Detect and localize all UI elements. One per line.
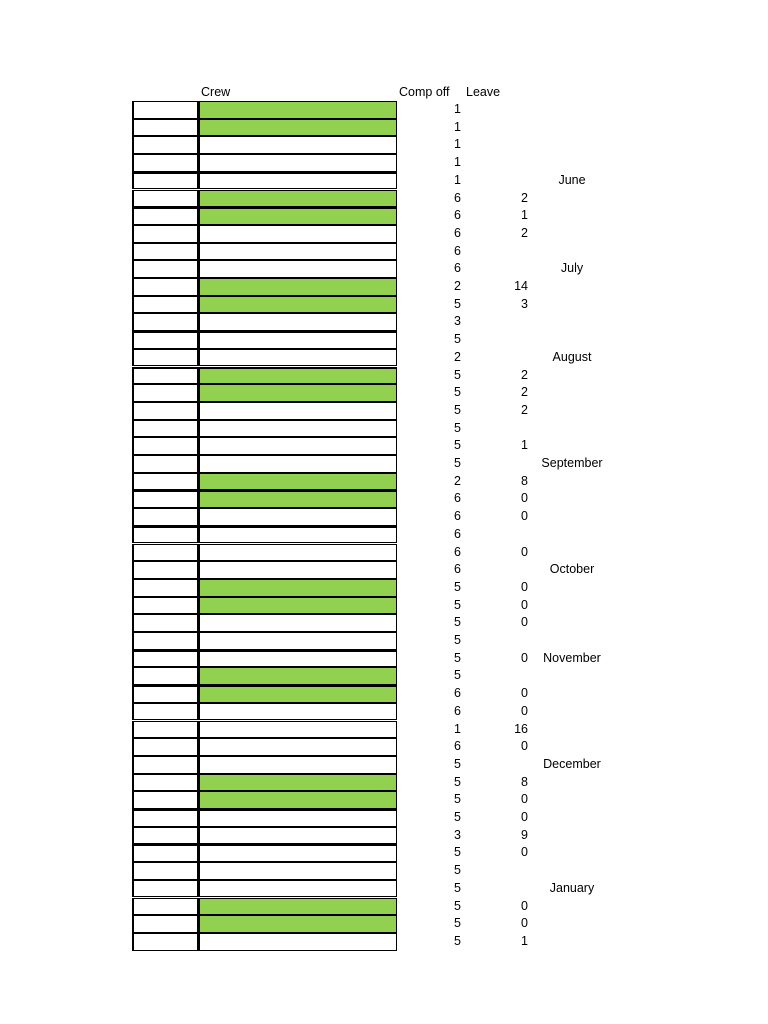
table-row	[0, 508, 768, 526]
id-cell[interactable]	[132, 738, 198, 756]
month-label	[530, 862, 614, 880]
leave-value	[490, 667, 528, 685]
table-row	[0, 455, 768, 473]
month-label	[530, 898, 614, 916]
table-row	[0, 614, 768, 632]
comp-off-value: 5	[454, 792, 461, 807]
id-cell[interactable]	[132, 119, 198, 137]
id-cell[interactable]	[132, 243, 198, 261]
crew-cell[interactable]	[198, 508, 397, 526]
crew-cell[interactable]	[198, 455, 397, 473]
leave-header: Leave	[466, 85, 501, 99]
leave-value	[490, 756, 528, 774]
leave-value	[490, 313, 528, 331]
table-row	[0, 791, 768, 809]
table-row	[0, 119, 768, 137]
leave-value: 9	[521, 827, 528, 842]
id-cell[interactable]	[132, 915, 198, 933]
crew-cell[interactable]	[198, 207, 397, 225]
crew-cell[interactable]	[198, 225, 397, 243]
month-label: December	[543, 756, 601, 771]
crew-cell[interactable]	[198, 650, 397, 668]
crew-cell[interactable]	[198, 154, 397, 172]
id-cell[interactable]	[132, 384, 198, 402]
crew-cell[interactable]	[198, 667, 397, 685]
leave-value: 2	[521, 402, 528, 417]
table-row	[0, 544, 768, 562]
comp-off-value: 5	[454, 332, 461, 347]
id-cell[interactable]	[132, 827, 198, 845]
comp-off-value: 6	[454, 491, 461, 506]
table-row	[0, 667, 768, 685]
crew-cell[interactable]	[198, 101, 397, 119]
table-row	[0, 898, 768, 916]
id-cell[interactable]	[132, 349, 198, 367]
comp-off-value: 6	[454, 208, 461, 223]
month-label	[530, 119, 614, 137]
month-label	[530, 827, 614, 845]
leave-value: 0	[521, 916, 528, 931]
comp-off-value: 6	[454, 703, 461, 718]
month-label	[530, 490, 614, 508]
leave-value	[490, 136, 528, 154]
comp-off-value: 6	[454, 544, 461, 559]
month-label: November	[543, 650, 601, 665]
id-cell[interactable]	[132, 437, 198, 455]
comp-off-value: 5	[454, 810, 461, 824]
leave-value	[490, 862, 528, 880]
comp-off-value: 6	[454, 190, 461, 205]
table-row	[0, 349, 768, 367]
comp-off-value: 5	[454, 756, 461, 771]
table-row	[0, 685, 768, 703]
table-row	[0, 172, 768, 190]
month-label: January	[549, 880, 595, 895]
comp-off-value: 5	[454, 898, 461, 913]
month-label	[530, 296, 614, 314]
table-row	[0, 844, 768, 862]
id-cell[interactable]	[132, 420, 198, 438]
table-row	[0, 136, 768, 154]
leave-value: 0	[521, 544, 528, 559]
leave-value	[490, 119, 528, 137]
id-cell[interactable]	[132, 756, 198, 774]
comp-off-value: 6	[454, 526, 461, 541]
id-cell[interactable]	[132, 933, 198, 951]
comp-off-value: 5	[454, 597, 461, 612]
comp-off-value: 5	[454, 774, 461, 789]
month-label	[530, 437, 614, 455]
comp-off-value: 3	[454, 314, 461, 329]
comp-off-value: 2	[454, 349, 461, 364]
comp-off-value: 5	[454, 916, 461, 931]
crew-cell[interactable]	[198, 119, 397, 137]
table-row	[0, 331, 768, 349]
comp-off-value: 6	[454, 261, 461, 276]
leave-value: 0	[521, 792, 528, 807]
leave-value: 16	[514, 721, 528, 736]
table-row	[0, 367, 768, 385]
id-cell[interactable]	[132, 190, 198, 208]
month-label	[530, 544, 614, 562]
id-cell[interactable]	[132, 331, 198, 349]
crew-cell[interactable]	[198, 278, 397, 296]
id-cell[interactable]	[132, 278, 198, 296]
crew-cell[interactable]	[198, 880, 397, 898]
month-label	[530, 809, 614, 827]
leave-value: 0	[521, 509, 528, 524]
id-cell[interactable]	[132, 313, 198, 331]
id-cell[interactable]	[132, 667, 198, 685]
table-row	[0, 402, 768, 420]
comp-off-value: 6	[454, 243, 461, 258]
id-cell[interactable]	[132, 154, 198, 172]
month-label	[530, 632, 614, 650]
id-cell[interactable]	[132, 101, 198, 119]
id-cell[interactable]	[132, 225, 198, 243]
crew-cell[interactable]	[198, 774, 397, 792]
table-row	[0, 632, 768, 650]
table-row	[0, 703, 768, 721]
table-row	[0, 915, 768, 933]
month-label	[530, 313, 614, 331]
table-row	[0, 420, 768, 438]
crew-cell[interactable]	[198, 685, 397, 703]
comp-off-value: 5	[454, 456, 461, 470]
leave-value: 1	[521, 438, 528, 453]
leave-value: 8	[521, 473, 528, 488]
month-label	[530, 225, 614, 243]
id-cell[interactable]	[132, 898, 198, 916]
table-row	[0, 827, 768, 845]
comp-off-value: 2	[454, 473, 461, 488]
leave-value: 0	[521, 650, 528, 665]
leave-value: 0	[521, 898, 528, 913]
comp-off-value: 5	[454, 296, 461, 311]
month-label	[530, 508, 614, 526]
table-row	[0, 225, 768, 243]
month-label	[530, 738, 614, 756]
leave-value	[490, 172, 528, 190]
table-row	[0, 490, 768, 508]
comp-off-value: 6	[454, 739, 461, 754]
comp-off-value: 1	[454, 119, 461, 134]
table-row	[0, 526, 768, 544]
table-row	[0, 101, 768, 119]
id-cell[interactable]	[132, 774, 198, 792]
table-row	[0, 243, 768, 261]
id-cell[interactable]	[132, 685, 198, 703]
comp-off-value: 1	[454, 172, 461, 187]
table-row	[0, 721, 768, 739]
crew-cell[interactable]	[198, 136, 397, 154]
table-row	[0, 154, 768, 172]
month-label	[530, 685, 614, 703]
crew-cell[interactable]	[198, 190, 397, 208]
crew-cell[interactable]	[198, 898, 397, 916]
table-row	[0, 207, 768, 225]
crew-cell[interactable]	[198, 756, 397, 774]
month-label	[530, 402, 614, 420]
id-cell[interactable]	[132, 561, 198, 579]
leave-value: 0	[521, 491, 528, 506]
id-cell[interactable]	[132, 508, 198, 526]
leave-value: 2	[521, 190, 528, 205]
table-row	[0, 561, 768, 579]
crew-cell[interactable]	[198, 260, 397, 278]
comp-off-value: 5	[454, 633, 461, 647]
leave-value: 2	[521, 385, 528, 400]
crew-cell[interactable]	[198, 544, 397, 562]
leave-value: 14	[514, 279, 528, 293]
month-label	[530, 703, 614, 721]
crew-cell[interactable]	[198, 402, 397, 420]
id-cell[interactable]	[132, 402, 198, 420]
crew-header: Crew	[201, 85, 231, 99]
leave-value	[490, 154, 528, 172]
month-label	[530, 420, 614, 438]
comp-off-value: 2	[454, 279, 461, 293]
leave-value	[490, 880, 528, 898]
leave-value: 8	[521, 774, 528, 789]
month-label	[530, 844, 614, 862]
month-label	[530, 207, 614, 225]
month-label	[530, 473, 614, 491]
id-cell[interactable]	[132, 260, 198, 278]
leave-value	[490, 243, 528, 261]
leave-value	[490, 561, 528, 579]
month-label	[530, 774, 614, 792]
month-label	[530, 278, 614, 296]
crew-cell[interactable]	[198, 597, 397, 615]
comp-off-header: Comp off	[399, 85, 450, 99]
month-label	[530, 579, 614, 597]
crew-cell[interactable]	[198, 490, 397, 508]
id-cell[interactable]	[132, 721, 198, 739]
month-label: October	[549, 562, 595, 577]
crew-cell[interactable]	[198, 473, 397, 491]
leave-value: 0	[521, 703, 528, 718]
comp-off-value: 6	[454, 562, 461, 577]
crew-cell[interactable]	[198, 809, 397, 827]
table-row	[0, 774, 768, 792]
table-row	[0, 809, 768, 827]
comp-off-value: 5	[454, 438, 461, 453]
comp-off-value: 1	[454, 102, 461, 116]
table-row	[0, 862, 768, 880]
id-cell[interactable]	[132, 650, 198, 668]
table-row	[0, 260, 768, 278]
month-label	[530, 190, 614, 208]
month-label	[530, 331, 614, 349]
month-label	[530, 915, 614, 933]
month-label: September	[541, 456, 603, 470]
crew-cell[interactable]	[198, 384, 397, 402]
id-cell[interactable]	[132, 614, 198, 632]
comp-off-value: 5	[454, 402, 461, 417]
table-row	[0, 579, 768, 597]
crew-cell[interactable]	[198, 172, 397, 190]
table-row	[0, 650, 768, 668]
table-row	[0, 437, 768, 455]
crew-cell[interactable]	[198, 313, 397, 331]
leave-value	[490, 420, 528, 438]
crew-cell[interactable]	[198, 579, 397, 597]
month-label: August	[552, 349, 592, 364]
id-cell[interactable]	[132, 296, 198, 314]
crew-cell[interactable]	[198, 862, 397, 880]
month-label	[530, 136, 614, 154]
month-label	[530, 154, 614, 172]
table-row	[0, 473, 768, 491]
id-cell[interactable]	[132, 632, 198, 650]
crew-cell[interactable]	[198, 437, 397, 455]
month-label	[530, 933, 614, 951]
table-row	[0, 880, 768, 898]
crew-cell[interactable]	[198, 349, 397, 367]
month-label	[530, 597, 614, 615]
crew-cell[interactable]	[198, 915, 397, 933]
month-label	[530, 384, 614, 402]
leave-value	[490, 526, 528, 544]
comp-off-value: 5	[454, 420, 461, 435]
comp-off-value: 5	[454, 863, 461, 878]
id-cell[interactable]	[132, 703, 198, 721]
id-cell[interactable]	[132, 136, 198, 154]
crew-cell[interactable]	[198, 703, 397, 721]
crew-cell[interactable]	[198, 243, 397, 261]
crew-cell[interactable]	[198, 632, 397, 650]
leave-value	[490, 349, 528, 367]
comp-off-value: 5	[454, 367, 461, 382]
crew-cell[interactable]	[198, 844, 397, 862]
month-label: July	[560, 261, 584, 276]
table-row	[0, 756, 768, 774]
leave-value	[490, 455, 528, 473]
comp-off-value: 6	[454, 225, 461, 240]
leave-value: 2	[521, 367, 528, 382]
crew-cell[interactable]	[198, 738, 397, 756]
leave-value: 0	[521, 579, 528, 594]
id-cell[interactable]	[132, 862, 198, 880]
table-row	[0, 933, 768, 951]
crew-cell[interactable]	[198, 561, 397, 579]
crew-cell[interactable]	[198, 367, 397, 385]
month-label	[530, 614, 614, 632]
comp-off-value: 3	[454, 827, 461, 842]
id-cell[interactable]	[132, 579, 198, 597]
crew-cell[interactable]	[198, 933, 397, 951]
comp-off-value: 5	[454, 880, 461, 895]
crew-cell[interactable]	[198, 827, 397, 845]
id-cell[interactable]	[132, 172, 198, 190]
crew-cell[interactable]	[198, 526, 397, 544]
id-cell[interactable]	[132, 597, 198, 615]
month-label: June	[558, 172, 586, 187]
id-cell[interactable]	[132, 455, 198, 473]
comp-off-value: 5	[454, 385, 461, 400]
month-label	[530, 243, 614, 261]
comp-off-value: 5	[454, 933, 461, 948]
leave-value: 0	[521, 845, 528, 860]
id-cell[interactable]	[132, 809, 198, 827]
crew-cell[interactable]	[198, 614, 397, 632]
comp-off-value: 5	[454, 579, 461, 594]
month-label	[530, 526, 614, 544]
table-row	[0, 296, 768, 314]
leave-value	[490, 101, 528, 119]
leave-value: 1	[521, 208, 528, 223]
leave-value	[490, 331, 528, 349]
month-label	[530, 721, 614, 739]
id-cell[interactable]	[132, 544, 198, 562]
id-cell[interactable]	[132, 367, 198, 385]
leave-value: 0	[521, 686, 528, 701]
table-row	[0, 278, 768, 296]
comp-off-value: 1	[454, 721, 461, 736]
crew-cell[interactable]	[198, 296, 397, 314]
table-row	[0, 190, 768, 208]
id-cell[interactable]	[132, 844, 198, 862]
leave-value: 1	[521, 933, 528, 948]
comp-off-value: 1	[454, 155, 461, 170]
leave-value: 0	[521, 739, 528, 754]
comp-off-value: 5	[454, 615, 461, 630]
id-cell[interactable]	[132, 207, 198, 225]
comp-off-value: 5	[454, 668, 461, 683]
month-label	[530, 667, 614, 685]
month-label	[530, 367, 614, 385]
crew-cell[interactable]	[198, 791, 397, 809]
crew-cell[interactable]	[198, 331, 397, 349]
table-row	[0, 313, 768, 331]
crew-cell[interactable]	[198, 721, 397, 739]
leave-value: 0	[521, 810, 528, 824]
leave-value	[490, 632, 528, 650]
comp-off-value: 5	[454, 650, 461, 665]
table-row	[0, 597, 768, 615]
comp-off-value: 1	[454, 137, 461, 152]
id-cell[interactable]	[132, 791, 198, 809]
leave-value: 0	[521, 597, 528, 612]
table-row	[0, 738, 768, 756]
leave-value: 0	[521, 615, 528, 630]
crew-cell[interactable]	[198, 420, 397, 438]
comp-off-value: 6	[454, 686, 461, 701]
leave-value: 3	[521, 296, 528, 311]
comp-off-value: 5	[454, 845, 461, 860]
id-cell[interactable]	[132, 490, 198, 508]
table-row	[0, 384, 768, 402]
id-cell[interactable]	[132, 526, 198, 544]
leave-value	[490, 260, 528, 278]
leave-value: 2	[521, 225, 528, 240]
id-cell[interactable]	[132, 473, 198, 491]
month-label	[530, 101, 614, 119]
id-cell[interactable]	[132, 880, 198, 898]
month-label	[530, 791, 614, 809]
comp-off-value: 6	[454, 509, 461, 524]
